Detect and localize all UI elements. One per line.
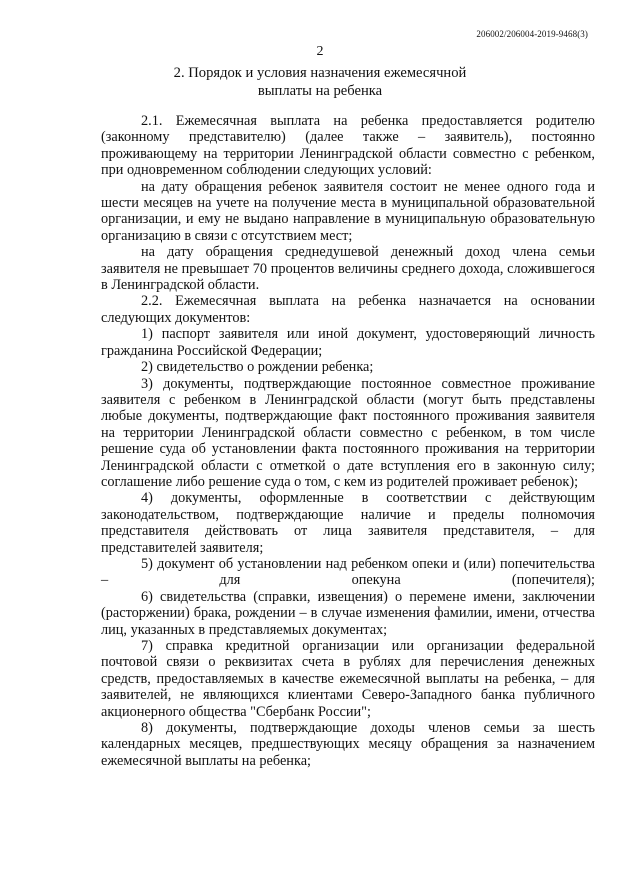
page-number: 2 [316,44,324,59]
section-heading-line-1: 2. Порядок и условия назначения ежемесячной [173,65,467,81]
body-text [101,113,595,769]
list-item-8: 8) документы, подтверждающие доходы членов семьи за шесть календарных месяцев, предшествующих месяцу обращения за назначением ежемесячной выплаты на ребенка; [101,720,595,769]
list-item-2: 2) свидетельство о рождении ребенка; [141,359,374,376]
paragraph-2-2: 2.2. Ежемесячная выплата на ребенка назначается на основании следующих документов: [101,293,595,326]
paragraph-condition-2: на дату обращения среднедушевой денежный доход члена семьи заявителя не превышает 70 процентов величины среднего дохода, сложившегося в Ленинградской области. [101,244,595,294]
section-heading-line-2: выплаты на ребенка [257,83,383,99]
paragraph-2-1: 2.1. Ежемесячная выплата на ребенка предоставляется родителю (законному представителю) (далее также – заявитель), постоянно проживающему на территории Ленинградской области совместно с ребенком, при одновременном соблюдении следующих условий: [101,113,595,179]
list-item-6: 6) свидетельства (справки, извещения) о перемене имени, заключении (расторжении) брака, рождении – в случае изменения фамилии, имени, отчества лиц, указанных в представляемых документах; [101,588,595,638]
section-heading [0,64,640,100]
document-number: 206002/206004-2019-9468(3) [476,29,588,39]
list-item-7: 7) справка кредитной организации или организации федеральной почтовой связи о реквизитах счета в рублях для перечисления денежных средств, предоставляемых в качестве ежемесячной выплаты на ребенка, – для заявителей, не являющихся клиентами Северо-Западного банка публичного акционерного общества "Сбербанк России"; [101,638,595,720]
list-item-3: 3) документы, подтверждающие постоянное совместное проживание заявителя с ребенком в Ленинградской области (могут быть представлены любые документы, подтверждающие факт постоянного проживания заявителя на территории Ленинградской области совместно с ребенком, в том числе решение суда об установлении факта постоянного проживания на территории Ленинградской области с отметкой о дате вступления его в законную силу; соглашение либо решение суда о том, с кем из родителей проживает ребенок); [101,375,595,490]
list-item-1: 1) паспорт заявителя или иной документ, удостоверяющий личность гражданина Российской Федерации; [101,326,595,359]
paragraph-condition-1: на дату обращения ребенок заявителя состоит не менее одного года и шести месяцев на учете на получение места в муниципальной образовательной организации, и ему не выдано направление в муниципальную образовательную организацию в связи с отсутствием мест; [101,178,595,244]
list-item-5: 5) документ об установлении над ребенком опеки и (или) попечительства – для опекуна (попечителя); [101,555,595,589]
list-item-4: 4) документы, оформленные в соответствии с действующим законодательством, подтверждающие наличие и пределы полномочия представителя действовать от лица заявителя представителя, – для представителей заявителя; [101,490,595,556]
